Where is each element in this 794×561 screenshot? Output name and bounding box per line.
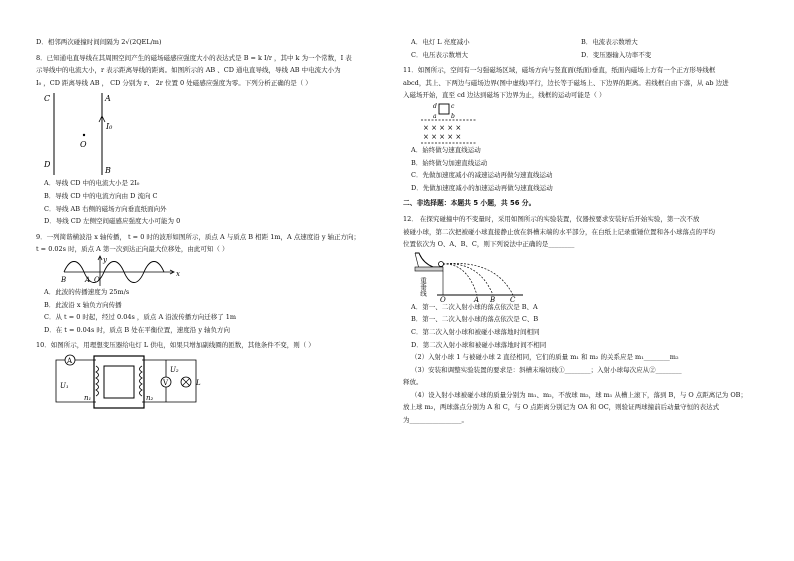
q10-option-d: D．变压器输入功率不变	[581, 50, 652, 59]
fig10-label-u1: U₁	[60, 381, 69, 390]
section-2-heading: 二、非选择题：本题共 5 小题，共 56 分。	[403, 199, 536, 208]
fig12-label-b: B	[490, 295, 496, 303]
q8-wire-figure	[42, 87, 162, 179]
q12-part-4-line1: （4）设入射小球被碰小球的质量分别为 m₁、m₂，不放球 m₂，球 m₁ 从槽上滚下，落到 B，与 O 点距离记为 OB；	[411, 390, 747, 399]
fig11-crosses-row2: × × × × ×	[423, 132, 462, 141]
fig11-label-a: a	[433, 112, 437, 120]
q12-line3: 位置依次为 O、A、B、C，则下列说法中正确的是________	[403, 240, 575, 249]
fig10-label-v: V	[163, 378, 169, 387]
fig8-label-a: A	[105, 94, 111, 104]
q12-line1: 12． 在探究碰撞中的不变量时，采用如图所示的实验装置，仪器按要求安装好后开始实验，第一次不放	[403, 214, 700, 223]
q9-wave-figure	[56, 254, 186, 288]
q10-option-a: A．电灯 L 亮度减小	[411, 38, 470, 46]
q11-line2: abcd，其上、下两边与磁场边界(图中虚线)平行，边长等于磁场上、下边界的距离。若线框自由下落，从 ab 边进	[403, 78, 729, 87]
q10-transformer-figure	[46, 352, 206, 412]
q12-option-a: A．第一、二次入射小球的落点依次是 B、A	[411, 302, 538, 311]
q8-option-b: B．导线 CD 中的电流方向由 D 流向 C	[44, 191, 158, 200]
q12-part-4-line2: 放上球 m₂，两球落点分别为 A 和 C，与 O 点距离分别记为 OA 和 OC，则验证两球撞前后动量守恒的表达式	[403, 403, 720, 412]
fig12-label-c: C	[510, 295, 516, 303]
fig10-label-a: A	[67, 356, 73, 365]
q12-part-3-tail: 释放。	[403, 378, 423, 387]
q11-option-c: C．先做加速度减小的减速运动再做匀速直线运动	[411, 171, 553, 180]
q9-option-a: A．此波的传播速度为 25m/s	[44, 287, 130, 296]
fig8-label-i0: I₀	[106, 122, 113, 132]
q8-line3: I₀ ，CD 距离导线 AB ， CD 分别为 r、 2r 位置 0 处磁感应强度为零。下列分析正确的是（ ）	[36, 78, 312, 87]
q12-option-c: C．第二次入射小球和被碰小球落地时间相同	[411, 327, 540, 336]
q8-option-a: A．导线 CD 中的电流大小是 2I₀	[44, 179, 140, 188]
q12-option-d: D．第二次入射小球和被碰小球落地时间不相同	[411, 340, 547, 349]
option-d-prev: D．相邻两次碰撞时间间隔为 2√(2QEL/m)	[36, 38, 162, 46]
fig11-crosses-row1: × × × × ×	[423, 123, 462, 132]
q12-collision-apparatus-figure	[409, 249, 529, 303]
fig12-plumb-label: 重垂线	[419, 276, 427, 297]
q9-option-d: D．在 t = 0.04s 时，质点 B 处在平衡位置，速度沿 y 轴负方向	[44, 325, 231, 334]
fig9-label-a: A	[85, 275, 91, 284]
fig10-label-u2: U₂	[170, 365, 179, 374]
fig8-label-b: B	[105, 166, 111, 176]
q8-option-d: D．导线 CD 左侧空间磁感应强度大小可能为 0	[44, 217, 181, 226]
q11-line1: 11．如图所示，空间有一匀强磁场区域，磁场方向与竖直面(纸面)垂直，纸面内磁场上方有一个正方形导线框	[403, 66, 716, 75]
q9-option-b: B．此波沿 x 轴负方向传播	[44, 300, 122, 309]
fig9-label-o: O	[94, 275, 100, 284]
fig8-label-o: O	[80, 140, 87, 150]
fig11-label-d: d	[433, 102, 437, 110]
q8-line1: 8．已知通电直导线在其周围空间产生的磁场磁感应强度大小的表达式是 B = k I/r ，其中 k 为一个常数，I 表	[36, 53, 352, 62]
q11-magnetic-field-figure	[417, 100, 497, 146]
fig11-label-b: b	[451, 112, 455, 120]
q12-line2: 被碰小球，第二次把被碰小球直接静止放在斜槽末端的水平部分，在白纸上记录重锤位置和各小球落点的平均	[403, 227, 715, 236]
q10-line1: 10．如图所示，用理想变压器给电灯 L 供电，如果只增加副线圈的匝数，其他条件不变，则（ ）	[36, 341, 315, 350]
left-column	[36, 38, 388, 412]
fig12-label-a: A	[474, 295, 480, 303]
fig10-label-n1: n₁	[84, 393, 92, 402]
q8-option-c: C．导线 AB 右侧的磁场方向垂直纸面向外	[44, 204, 167, 213]
fig9-label-x: x	[176, 269, 180, 278]
q11-option-a: A．始终做匀速直线运动	[411, 145, 481, 154]
q10-option-c: C．电压表示数增大	[411, 50, 468, 59]
q9-line2: t = 0.02s 时，质点 A 第一次到达正向最大位移处，由此可知（ ）	[36, 245, 229, 254]
q11-option-b: B．始终做匀加速直线运动	[411, 158, 488, 167]
right-column	[403, 38, 763, 425]
q10-option-b: B．电流表示数增大	[581, 38, 638, 46]
q11-option-d: D．先做加速度减小的加速运动再做匀速直线运动	[411, 183, 553, 192]
fig12-label-o: O	[440, 295, 446, 303]
q12-option-b: B．第一、二次入射小球的落点依次是 C、B	[411, 315, 539, 324]
fig8-label-c: C	[44, 94, 51, 104]
fig10-label-n2: n₂	[146, 393, 154, 402]
q11-line3: 入磁场开始，直至 cd 边达到磁场下边界为止，线框的运动可能是（ ）	[403, 91, 606, 100]
q9-option-c: C．从 t = 0 时起，经过 0.04s ，质点 A 沿波传播方向迁移了 1m	[44, 313, 237, 322]
q9-line1: 9．一列简谐横波沿 x 轴传播， t = 0 时的波形如图所示，质点 A 与质点 B 相距 1m，A 点速度沿 y 轴正方向；	[36, 232, 361, 241]
q12-part-3: （3）安装和调整实验装置的要求是：斜槽末端切线①________；入射小球每次应从②________	[411, 365, 682, 374]
fig10-label-l: L	[196, 378, 201, 387]
q12-part-2: （2）入射小球 1 与被碰小球 2 直径相同，它们的质量 m₁ 和 m₂ 的关系应是 m₁________m₂	[411, 353, 679, 362]
fig9-label-y: y	[103, 255, 107, 264]
fig9-label-b: B	[61, 275, 67, 284]
q12-part-4-line3: 为________________。	[403, 416, 468, 425]
fig11-label-c: c	[451, 102, 455, 110]
q8-line2: 示导线中的电流大小，r 表示距离导线的距离。如图所示的 AB 、CD 通电直导线，导线 AB 中电流大小为	[36, 66, 341, 75]
fig8-label-d: D	[44, 160, 51, 170]
